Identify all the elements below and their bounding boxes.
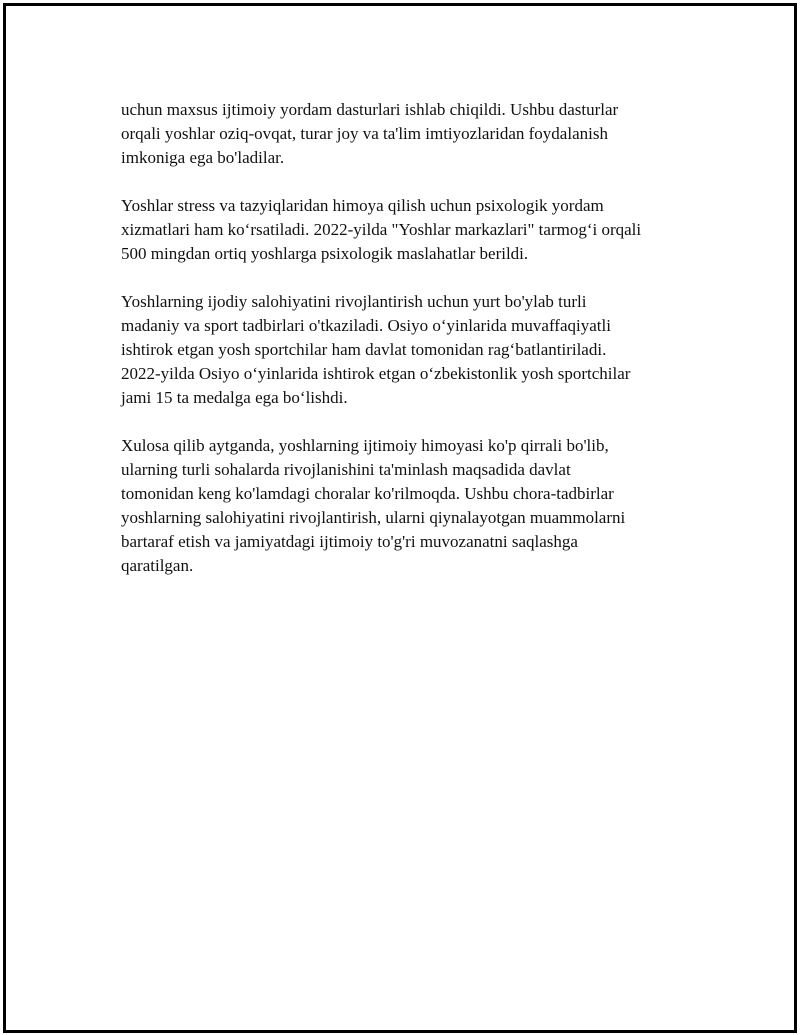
document-body [121,98,701,602]
text-line: xizmatlari ham ko‘rsatiladi. 2022-yilda "Yoshlar markazlari" tarmog‘i orqali [121,220,642,239]
text-line: Yoshlarning ijodiy salohiyatini rivojlantirish uchun yurt bo'ylab turli [121,292,587,311]
text-line: bartaraf etish va jamiyatdagi ijtimoiy to'g'ri muvozanatni saqlashga [121,532,578,551]
document-page [3,3,797,1033]
text-line: Xulosa qilib aytganda, yoshlarning ijtimoiy himoyasi ko'p qirrali bo'lib, [121,436,609,455]
text-line: Yoshlar stress va tazyiqlaridan himoya qilish uchun psixologik yordam [121,196,604,215]
text-line: ishtirok etgan yosh sportchilar ham davlat tomonidan rag‘batlantiriladi. [121,340,607,359]
text-line: yoshlarning salohiyatini rivojlantirish, ularni qiynalayotgan muammolarni [121,508,626,527]
paragraph-psychological-support [121,194,701,266]
text-line: tomonidan keng ko'lamdagi choralar ko'rilmoqda. Ushbu chora-tadbirlar [121,484,614,503]
text-line: ularning turli sohalarda rivojlanishini ta'minlash maqsadida davlat [121,460,571,479]
text-line: orqali yoshlar oziq-ovqat, turar joy va ta'lim imtiyozlaridan foydalanish [121,124,608,143]
paragraph-conclusion [121,434,701,578]
paragraph-social-programs [121,98,701,170]
text-line: qaratilgan. [121,556,194,575]
text-line: imkoniga ega bo'ladilar. [121,148,285,167]
text-line: 500 mingdan ortiq yoshlarga psixologik maslahatlar berildi. [121,244,529,263]
text-line: jami 15 ta medalga ega bo‘lishdi. [121,388,348,407]
text-line: uchun maxsus ijtimoiy yordam dasturlari ishlab chiqildi. Ushbu dasturlar [121,100,619,119]
text-line: 2022-yilda Osiyo o‘yinlarida ishtirok etgan o‘zbekistonlik yosh sportchilar [121,364,631,383]
text-line: madaniy va sport tadbirlari o'tkaziladi. Osiyo o‘yinlarida muvaffaqiyatli [121,316,611,335]
paragraph-creative-potential [121,290,701,410]
